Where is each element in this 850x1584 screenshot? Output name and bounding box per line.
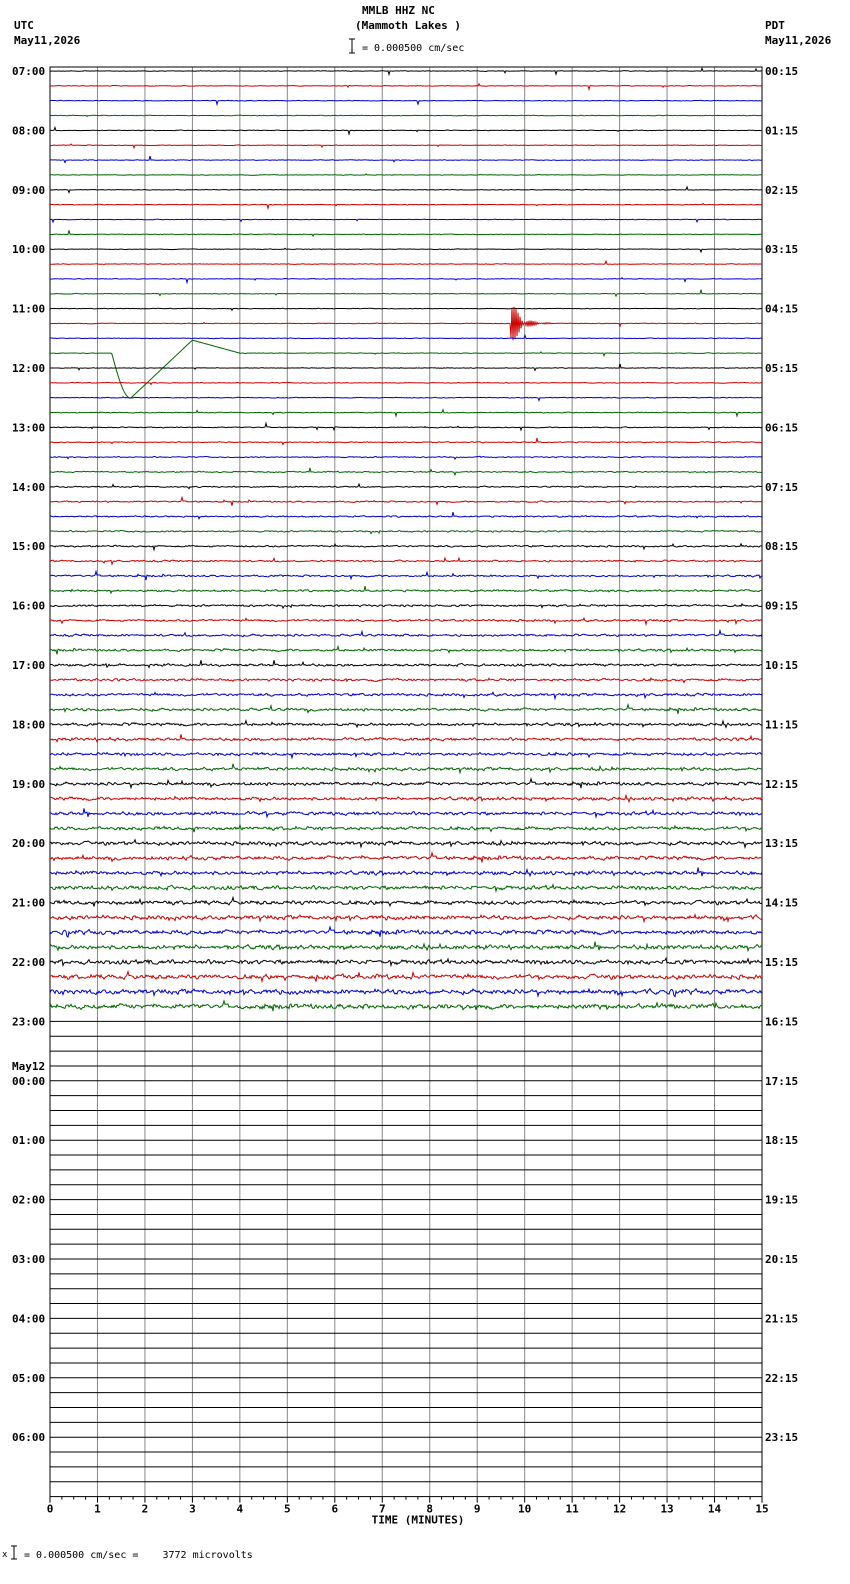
utc-hour-label: 14:00 — [12, 480, 46, 494]
pdt-hour-label: 00:15 — [765, 65, 799, 78]
trace-row — [50, 219, 762, 222]
trace-row — [50, 678, 762, 683]
utc-hour-label: 20:00 — [12, 837, 46, 851]
x-tick-label: 6 — [331, 1502, 339, 1516]
right-date-label: May11,2026 — [765, 34, 832, 47]
axis-labels — [12, 65, 798, 1527]
trace-row — [50, 340, 762, 398]
pdt-hour-label: 10:15 — [765, 659, 799, 672]
trace-row — [50, 927, 762, 937]
utc-hour-label: 07:00 — [12, 65, 46, 78]
trace-row — [50, 364, 762, 370]
trace-row — [50, 423, 762, 430]
trace-row — [50, 795, 762, 801]
trace-row — [50, 586, 762, 593]
utc-hour-label: 00:00 — [12, 1074, 46, 1088]
trace-row — [50, 885, 762, 891]
x-tick-label: 3 — [189, 1502, 196, 1516]
trace-row — [50, 497, 762, 505]
trace-row — [50, 705, 762, 714]
utc-hour-label: 06:00 — [12, 1431, 46, 1445]
trace-row — [50, 734, 762, 742]
trace-row — [50, 1001, 762, 1011]
pdt-hour-label: 09:15 — [765, 599, 799, 613]
pdt-hour-label: 11:15 — [765, 718, 799, 732]
trace-row — [50, 604, 762, 608]
trace-row — [50, 660, 762, 667]
trace-row — [50, 456, 762, 459]
right-tz-label: PDT — [765, 19, 785, 32]
pdt-hour-label: 20:15 — [765, 1253, 799, 1266]
trace-row — [50, 853, 762, 863]
station-title: MMLB HHZ NC — [362, 4, 435, 17]
x-tick-label: 0 — [46, 1502, 54, 1516]
left-tz-label: UTC — [14, 19, 34, 32]
seismic-traces — [50, 68, 762, 1011]
utc-hour-label: 04:00 — [12, 1312, 46, 1326]
trace-row — [50, 68, 762, 74]
footer-scale-text: = 0.000500 cm/sec = 3772 microvolts — [24, 1550, 253, 1561]
trace-row — [50, 692, 762, 698]
trace-row — [50, 156, 762, 162]
pdt-hour-label: 14:15 — [765, 896, 799, 910]
utc-hour-label: 17:00 — [12, 659, 46, 672]
pdt-hour-label: 23:15 — [765, 1431, 799, 1445]
pdt-hour-label: 08:15 — [765, 540, 799, 554]
pdt-hour-label: 03:15 — [765, 243, 799, 257]
plot-frame — [50, 67, 762, 1497]
utc-hour-label: 15:00 — [12, 540, 46, 554]
utc-hour-label: 23:00 — [12, 1015, 46, 1029]
pdt-hour-label: 19:15 — [765, 1193, 799, 1207]
trace-row — [50, 721, 762, 728]
trace-row — [50, 397, 762, 401]
trace-row — [50, 187, 762, 193]
trace-row — [50, 544, 762, 550]
trace-row — [50, 558, 762, 564]
utc-hour-label: 19:00 — [12, 777, 46, 791]
trace-row — [50, 174, 762, 175]
utc-hour-label: 21:00 — [12, 896, 46, 910]
utc-hour-label: 05:00 — [12, 1371, 46, 1385]
trace-row — [50, 915, 762, 922]
trace-row — [50, 438, 762, 444]
trace-row — [50, 230, 762, 236]
x-tick-label: 13 — [660, 1502, 674, 1516]
pdt-hour-label: 15:15 — [765, 956, 799, 969]
pdt-hour-label: 07:15 — [765, 480, 799, 494]
utc-hour-label: 10:00 — [12, 243, 46, 257]
trace-row — [50, 825, 762, 832]
trace-row — [50, 100, 762, 104]
utc-hour-label: 12:00 — [12, 362, 46, 375]
trace-row — [50, 840, 762, 847]
trace-row — [50, 631, 762, 637]
date-change-label: May12 — [12, 1059, 46, 1073]
trace-row — [50, 144, 762, 148]
trace-row — [50, 307, 762, 340]
trace-row — [50, 115, 762, 116]
x-tick-label: 4 — [236, 1502, 244, 1516]
trace-row — [50, 868, 762, 877]
trace-row — [50, 530, 762, 533]
trace-row — [50, 468, 762, 475]
pdt-hour-label: 17:15 — [765, 1074, 799, 1088]
grid — [50, 67, 762, 1497]
utc-hour-label: 08:00 — [12, 124, 46, 138]
x-tick-label: 15 — [755, 1502, 769, 1516]
utc-hour-label: 22:00 — [12, 956, 46, 969]
utc-hour-label: 09:00 — [12, 183, 46, 197]
utc-hour-label: 13:00 — [12, 421, 46, 435]
trace-row — [50, 248, 762, 252]
utc-hour-label: 11:00 — [12, 302, 46, 316]
x-tick-label: 7 — [378, 1502, 386, 1516]
pdt-hour-label: 05:15 — [765, 362, 799, 375]
x-tick-label: 14 — [707, 1502, 722, 1516]
utc-hour-label: 02:00 — [12, 1193, 46, 1207]
pdt-hour-label: 04:15 — [765, 302, 799, 316]
trace-row — [50, 308, 762, 310]
trace-row — [50, 897, 762, 906]
x-tick-label: 9 — [473, 1502, 481, 1516]
trace-row — [50, 203, 762, 208]
trace-row — [50, 972, 762, 982]
pdt-hour-label: 01:15 — [765, 124, 799, 138]
x-tick-label: 8 — [426, 1502, 434, 1516]
pdt-hour-label: 06:15 — [765, 421, 799, 435]
trace-row — [50, 512, 762, 519]
x-tick-label: 2 — [141, 1502, 149, 1516]
pdt-hour-label: 18:15 — [765, 1134, 799, 1148]
trace-row — [50, 410, 762, 416]
x-tick-label: 12 — [612, 1502, 627, 1516]
utc-hour-label: 01:00 — [12, 1134, 46, 1148]
header-scale-text: = 0.000500 cm/sec — [362, 43, 465, 54]
utc-hour-label: 16:00 — [12, 599, 46, 613]
x-tick-label: 11 — [565, 1502, 579, 1516]
trace-row — [50, 484, 762, 489]
trace-row — [50, 382, 762, 384]
footer-prefix: x — [2, 1550, 8, 1560]
trace-row — [50, 942, 762, 951]
left-date-label: May11,2026 — [14, 34, 81, 47]
utc-hour-label: 18:00 — [12, 718, 46, 732]
pdt-hour-label: 13:15 — [765, 837, 799, 851]
location-subtitle: (Mammoth Lakes ) — [355, 19, 461, 32]
x-tick-label: 1 — [94, 1502, 101, 1516]
trace-row — [50, 261, 762, 264]
utc-hour-label: 03:00 — [12, 1253, 46, 1266]
pdt-hour-label: 16:15 — [765, 1015, 799, 1029]
trace-row — [50, 958, 762, 965]
trace-row — [50, 335, 762, 338]
trace-row — [50, 84, 762, 89]
trace-row — [50, 278, 762, 283]
x-tick-label: 5 — [284, 1502, 291, 1516]
x-tick-label: 10 — [518, 1502, 532, 1516]
trace-row — [50, 808, 762, 817]
trace-row — [50, 647, 762, 655]
pdt-hour-label: 12:15 — [765, 777, 799, 791]
trace-row — [50, 779, 762, 788]
trace-row — [50, 571, 762, 580]
pdt-hour-label: 02:15 — [765, 183, 799, 197]
trace-row — [50, 752, 762, 757]
pdt-hour-label: 22:15 — [765, 1371, 799, 1385]
x-axis-title: TIME (MINUTES) — [371, 1513, 465, 1527]
pdt-hour-label: 21:15 — [765, 1312, 799, 1326]
trace-row — [50, 127, 762, 134]
trace-row — [50, 290, 762, 296]
trace-row — [50, 989, 762, 997]
trace-row — [50, 618, 762, 624]
trace-row — [50, 764, 762, 773]
